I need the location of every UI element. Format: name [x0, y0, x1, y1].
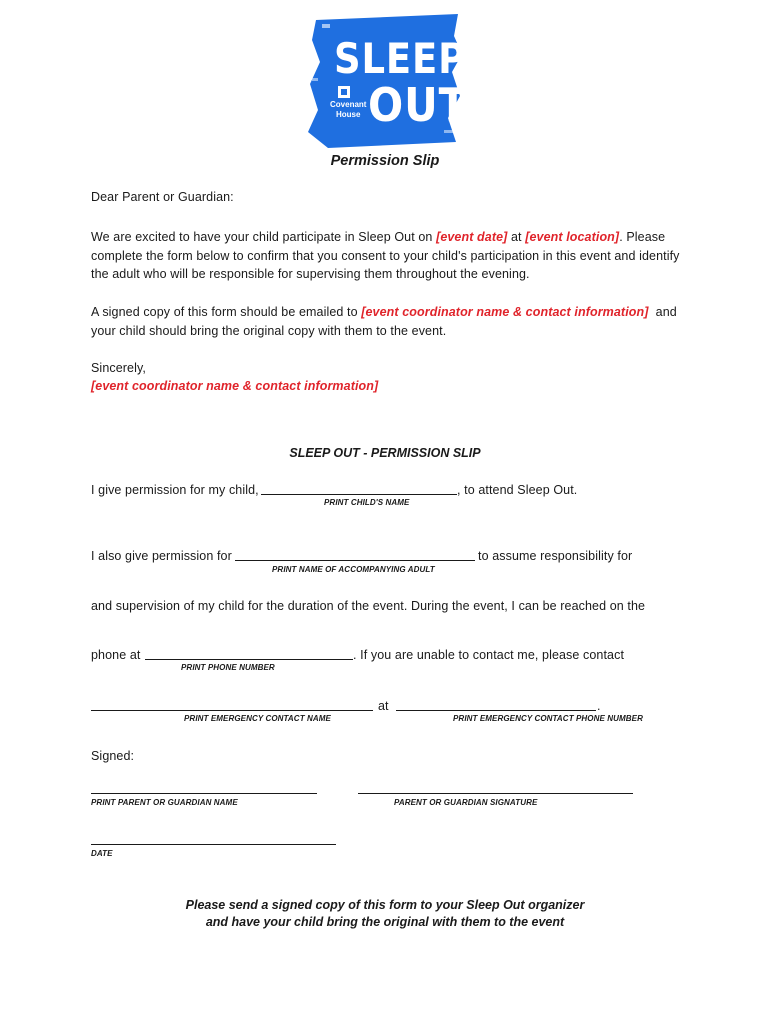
- intro-text-a: We are excited to have your child participate in Sleep Out on: [91, 230, 437, 244]
- adult-name-caption: PRINT NAME OF ACCOMPANYING ADULT: [272, 565, 435, 574]
- guardian-name-caption: PRINT PARENT OR GUARDIAN NAME: [91, 798, 238, 807]
- emergency-phone-caption: PRINT EMERGENCY CONTACT PHONE NUMBER: [453, 714, 643, 723]
- form-heading: SLEEP OUT - PERMISSION SLIP: [289, 446, 481, 460]
- page-title: Permission Slip: [330, 153, 440, 169]
- emergency-period: .: [597, 699, 601, 713]
- logo-title-sleep: SLEEP: [334, 34, 467, 83]
- date-field[interactable]: [91, 844, 336, 845]
- email-text-b: and your child should bring the original copy with them to the event.: [91, 305, 681, 338]
- signed-label: Signed:: [91, 749, 135, 763]
- emergency-phone-field[interactable]: [396, 710, 596, 711]
- intro-text-c: . Please complete the form below to confirm that you consent to your child's participation in this event and identify the adult who will be responsible for supervising them throughout the evening.: [91, 230, 680, 281]
- logo-org-line2: House: [336, 110, 361, 119]
- guardian-name-field[interactable]: [91, 793, 317, 794]
- supervision-text: and supervision of my child for the duration of the event. During the event, I can be reached on the: [91, 599, 646, 613]
- footer-instruction-line1: Please send a signed copy of this form to your Sleep Out organizer: [185, 898, 585, 912]
- emergency-at-text: at: [378, 699, 389, 713]
- sleep-out-logo: [308, 14, 468, 148]
- footer-instruction-line2: and have your child bring the original with them to the event: [205, 915, 565, 929]
- phone-text-b: . If you are unable to contact me, please contact: [353, 648, 625, 662]
- logo-covenant-icon: [338, 86, 350, 98]
- guardian-signature-field[interactable]: [358, 793, 633, 794]
- guardian-signature-caption: PARENT OR GUARDIAN SIGNATURE: [394, 798, 538, 807]
- emergency-name-caption: PRINT EMERGENCY CONTACT NAME: [184, 714, 331, 723]
- closing: Sincerely,: [91, 361, 146, 375]
- signoff-placeholder: [event coordinator name & contact information]: [91, 379, 379, 393]
- paragraph-intro: [91, 228, 681, 284]
- child-permission-text-b: , to attend Sleep Out.: [457, 483, 578, 497]
- paragraph-email: [91, 303, 687, 340]
- greeting: Dear Parent or Guardian:: [91, 190, 234, 204]
- adult-permission-text-b: to assume responsibility for: [478, 549, 633, 563]
- phone-number-caption: PRINT PHONE NUMBER: [181, 663, 275, 672]
- intro-text-b: at: [507, 230, 526, 244]
- phone-number-field[interactable]: [145, 659, 353, 660]
- adult-permission-text-a: I also give permission for: [91, 549, 232, 563]
- emergency-name-field[interactable]: [91, 710, 373, 711]
- child-name-field[interactable]: [261, 494, 457, 495]
- child-name-caption: PRINT CHILD'S NAME: [324, 498, 410, 507]
- logo-title-out: OUT: [368, 78, 468, 132]
- date-caption: DATE: [91, 849, 113, 858]
- child-permission-text-a: I give permission for my child,: [91, 483, 259, 497]
- phone-text-a: phone at: [91, 648, 141, 662]
- coordinator-contact-placeholder: [event coordinator name & contact information]: [361, 305, 649, 319]
- logo-org-line1: Covenant: [330, 100, 367, 109]
- email-text-a: A signed copy of this form should be emailed to: [91, 305, 362, 319]
- event-location-placeholder: [event location]: [525, 230, 620, 244]
- adult-name-field[interactable]: [235, 560, 475, 561]
- event-date-placeholder: [event date]: [436, 230, 508, 244]
